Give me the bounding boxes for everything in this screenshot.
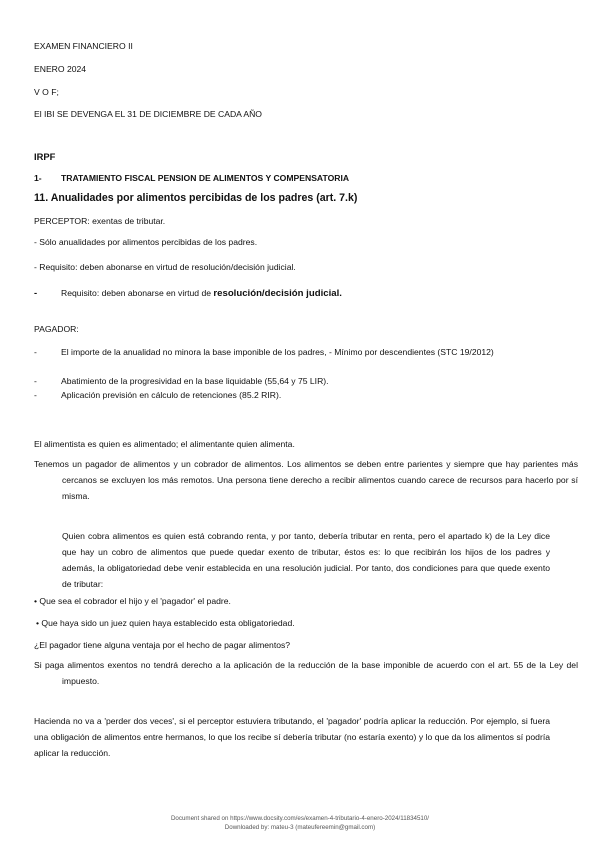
perceptor-line-c-bold: resolución/decisión judicial. [213,288,342,299]
section-heading [34,172,350,184]
exam-title: EXAMEN FINANCIERO II [34,41,133,51]
footer-shared: Document shared on https://www.docsity.com/es/examen-4-tributario-4-enero-2024/11834510/ [170,815,430,822]
pagador-item-text: Aplicación previsión en cálculo de retenciones (85.2 RIR). [61,390,282,400]
section-heading-number: 1- [34,173,42,183]
section-heading-text: TRATAMIENTO FISCAL PENSION DE ALIMENTOS Y COMPENSATORIA [61,173,350,183]
condition-bullet-1: • Que sea el cobrador el hijo y el 'pagador' el padre. [34,596,231,606]
body-paragraph-5: Hacienda no va a 'perder dos veces', si el perceptor estuviera tributando, el 'pagador' podría aplicar la reducción. Por ejemplo, si fuera una obligación de alimentos entre hermanos, lo que los recibe sí debería tributar (no estaría exento) y lo que da los alimentos sí podría aplicar la reducción. [34,716,550,758]
body-paragraph-3: Quien cobra alimentos es quien está cobrando renta, y por tanto, debería tributar en renta, pero el apartado k) de la Ley dice que hay un cobro de alimentos que puede quedar exento de tributar, éstos es: lo que recibirán los hijos de los padres y además, la obligatoriedad debe venir establecida en una resolución judicial. Por tanto, dos condiciones para que quede exento de tributar: [62,531,550,589]
perceptor-line-c [34,287,342,299]
perceptor-line-c-dash: - [34,287,38,298]
exam-date: ENERO 2024 [34,64,87,74]
perceptor-line-c-text [61,287,342,300]
footer-downloaded: Downloaded by: mateu-3 (mateufereemin@gmail.com) [224,824,376,831]
perceptor-line-a: - Sólo anualidades por alimentos percibidas de los padres. [34,237,258,247]
pagador-title: PAGADOR: [34,324,79,334]
perceptor-label: PERCEPTOR [34,216,88,226]
true-false-label: V O F; [34,87,59,97]
pagador-item-dash: - [34,347,37,357]
perceptor-line-b: - Requisito: deben abonarse en virtud de resolución/decisión judicial. [34,262,296,272]
subheading: 11. Anualidades por alimentos percibidas de los padres (art. 7.k) [34,192,358,204]
perceptor-line [34,215,165,227]
irpf-title: IRPF [34,151,56,162]
condition-bullet-2: • Que haya sido un juez quien haya establecido esta obligatoriedad. [36,618,295,628]
body-paragraph-4: Si paga alimentos exentos no tendrá derecho a la aplicación de la reducción de la base imponible de acuerdo con el art. 55 de la Ley del impuesto. [34,660,578,686]
perceptor-line-c-prefix: Requisito: deben abonarse en virtud de [61,288,212,298]
pagador-item-text: Abatimiento de la progresividad en la base liquidable (55,64 y 75 LIR). [61,376,329,386]
perceptor-text: : exentas de tributar. [87,216,166,226]
question-line: ¿El pagador tiene alguna ventaja por el hecho de pagar alimentos? [34,640,291,650]
body-paragraph-1: El alimentista es quien es alimentado; el alimentante quien alimenta. [34,439,295,449]
ibi-statement: El IBI SE DEVENGA EL 31 DE DICIEMBRE DE CADA AÑO [34,109,262,119]
pagador-item-dash: - [34,376,37,386]
pagador-item-text: El importe de la anualidad no minora la base imponible de los padres, - Mínimo por descendientes (STC 19/2012) [61,347,494,357]
body-paragraph-2: Tenemos un pagador de alimentos y un cobrador de alimentos. Los alimentos se deben entre parientes y siempre que hay parientes más cercanos se excluyen los más remotos. Una persona tiene derecho a recibir alimentos cuando carece de recursos para hacerlo por sí misma. [34,459,578,501]
pagador-item-dash: - [34,390,37,400]
